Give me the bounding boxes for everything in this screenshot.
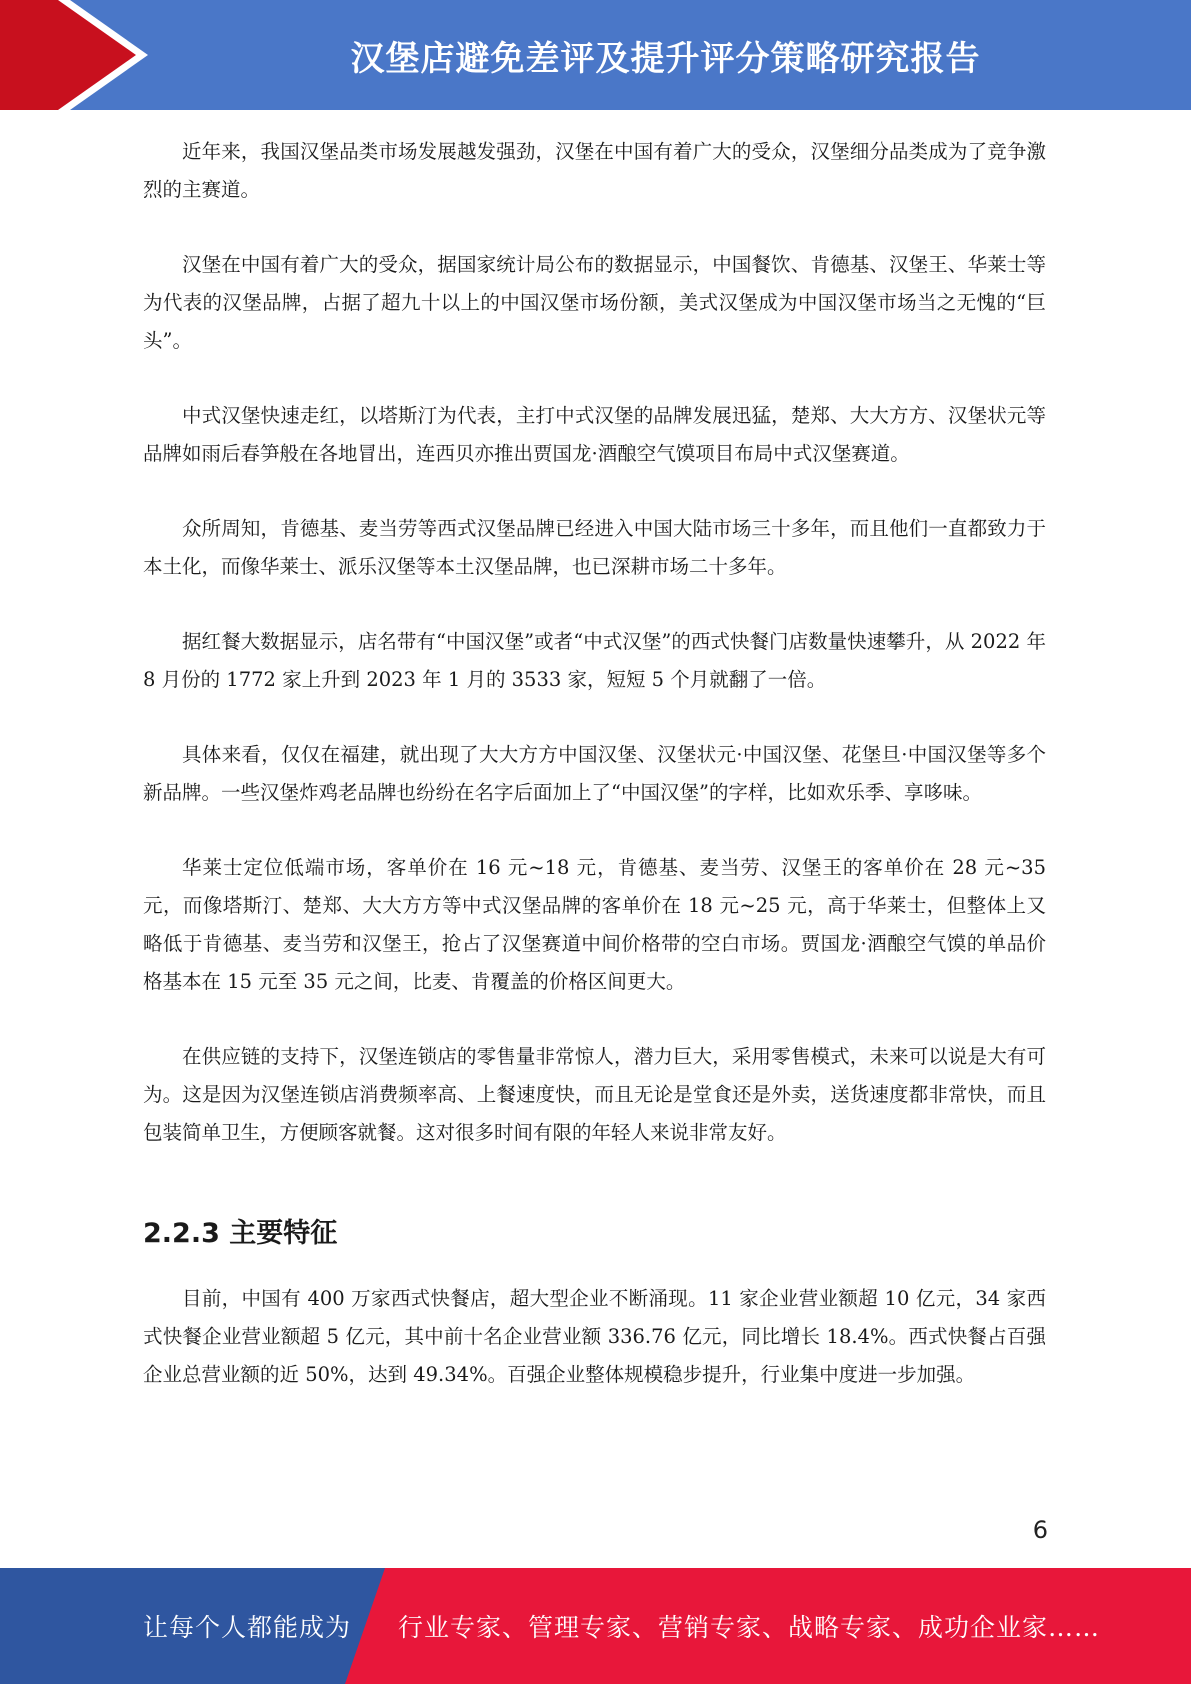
paragraph: 众所周知，肯德基、麦当劳等西式汉堡品牌已经进入中国大陆市场三十多年，而且他们一直都致力于本土化，而像华莱士、派乐汉堡等本土汉堡品牌，也已深耕市场二十多年。 [143,517,1046,578]
report-title: 汉堡店避免差评及提升评分策略研究报告 [350,38,981,79]
page-header [0,0,1191,110]
paragraph: 目前，中国有 400 万家西式快餐店，超大型企业不断涌现。11 家企业营业额超 10 亿元，34 家西式快餐企业营业额超 5 亿元，其中前十名企业营业额 336.76 亿元，同比增长 18.4%。西式快餐占百强企业总营业额的近 50%，达到 49.34%。百强企业整体规模稳步提升，行业集中度进一步加强。 [143,1287,1046,1386]
page-number: 6 [1032,1516,1048,1544]
document-body [143,133,1046,1431]
paragraph: 近年来，我国汉堡品类市场发展越发强劲，汉堡在中国有着广大的受众，汉堡细分品类成为了竞争激烈的主赛道。 [143,140,1046,201]
paragraph: 据红餐大数据显示，店名带有“中国汉堡”或者“中式汉堡”的西式快餐门店数量快速攀升，从 2022 年 8 月份的 1772 家上升到 2023 年 1 月的 3533 家，短短 5 个月就翻了一倍。 [143,630,1046,691]
section-heading: 2.2.3 主要特征 [143,1218,338,1249]
paragraph: 在供应链的支持下，汉堡连锁店的零售量非常惊人，潜力巨大，采用零售模式，未来可以说是大有可为。这是因为汉堡连锁店消费频率高、上餐速度快，而且无论是堂食还是外卖，送货速度都非常快，而且包装简单卫生，方便顾客就餐。这对很多时间有限的年轻人来说非常友好。 [143,1045,1046,1144]
paragraph: 汉堡在中国有着广大的受众，据国家统计局公布的数据显示，中国餐饮、肯德基、汉堡王、华莱士等为代表的汉堡品牌，占据了超九十以上的中国汉堡市场份额，美式汉堡成为中国汉堡市场当之无愧的“巨头”。 [143,253,1046,352]
footer-slogan-right: 行业专家、管理专家、营销专家、战略专家、成功企业家…… [398,1613,1101,1642]
chevron-logo-icon [0,0,160,110]
footer-slogan-left: 让每个人都能成为 [143,1613,352,1642]
paragraph: 中式汉堡快速走红，以塔斯汀为代表，主打中式汉堡的品牌发展迅猛，楚郑、大大方方、汉堡状元等品牌如雨后春笋般在各地冒出，连西贝亦推出贾国龙·酒酿空气馍项目布局中式汉堡赛道。 [143,404,1046,465]
paragraph: 华莱士定位低端市场，客单价在 16 元~18 元，肯德基、麦当劳、汉堡王的客单价在 28 元~35 元，而像塔斯汀、楚郑、大大方方等中式汉堡品牌的客单价在 18 元~25 元，高于华莱士，但整体上又略低于肯德基、麦当劳和汉堡王，抢占了汉堡赛道中间价格带的空白市场。贾国龙·酒酿空气馍的单品价格基本在 15 元至 35 元之间，比麦、肯覆盖的价格区间更大。 [143,856,1046,993]
page-footer [0,1568,1191,1684]
paragraph: 具体来看，仅仅在福建，就出现了大大方方中国汉堡、汉堡状元·中国汉堡、花堡旦·中国汉堡等多个新品牌。一些汉堡炸鸡老品牌也纷纷在名字后面加上了“中国汉堡”的字样，比如欢乐季、享哆味。 [143,743,1046,804]
